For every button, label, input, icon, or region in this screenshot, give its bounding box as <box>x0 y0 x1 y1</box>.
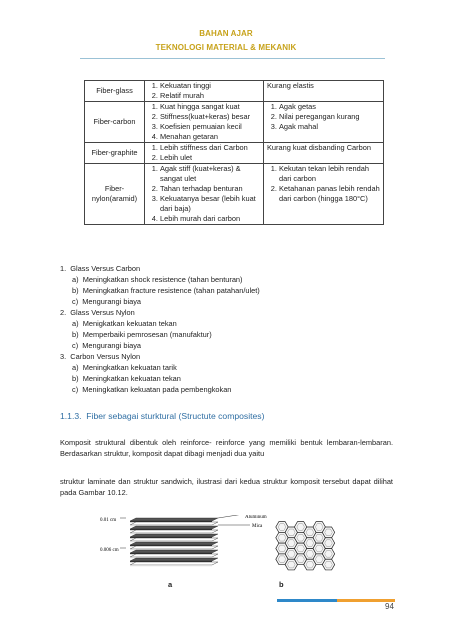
advantage-item: 4. Lebih murah dari carbon <box>160 214 260 224</box>
dim-label: 0.006 cm <box>100 548 119 553</box>
comparison-item: a) Meningkatkan shock resistence (tahan benturan) <box>72 275 243 284</box>
comparison-title: 1. Glass Versus Carbon <box>60 264 141 273</box>
disadvantage-item: 2. Nilai peregangan kurang <box>279 112 380 122</box>
advantages-cell <box>145 81 264 102</box>
advantage-item: 2. Relatif murah <box>160 91 260 101</box>
composite-structure-figure <box>100 515 350 573</box>
disadvantage-item: Kurang elastis <box>267 81 314 90</box>
figure-caption-a: a <box>168 580 173 589</box>
section-title: Fiber sebagai sturktural (Structute composites) <box>86 411 265 421</box>
disadvantage-item: 1. Agak getas <box>279 102 380 112</box>
disadvantage-item: 3. Agak mahal <box>279 122 380 132</box>
paragraph: Komposit struktural dibentuk oleh reinforce- reinforce yang memiliki bentuk lembaran-lembaran. Berdasarkan struktur, komposit dapat dibagi menjadi dua yaitu <box>60 438 393 458</box>
material-cell: Fiber-graphite <box>85 143 145 164</box>
advantage-item: 1. Agak stiff (kuat+keras) & sangat ulet <box>160 164 260 184</box>
advantage-item: 2. Stiffness(kuat+keras) besar <box>160 112 260 122</box>
sandwich-honeycomb-illustration <box>276 522 335 570</box>
advantage-item: 1. Kekuatan tinggi <box>160 81 260 91</box>
footer-bar-blue <box>277 599 337 602</box>
laminate-illustration <box>100 515 267 566</box>
advantage-item: 4. Menahan getaran <box>160 132 260 142</box>
disadvantages-cell <box>264 81 384 102</box>
disadvantage-item: Kurang kuat disbanding Carbon <box>267 143 371 152</box>
aluminium-label: Aluminum <box>245 515 267 520</box>
comparison-item: c) Meningkatkan kekuatan pada pembengkokan <box>72 385 232 394</box>
comparison-item: a) Meningkatkan kekuatan tarik <box>72 363 177 372</box>
advantage-item: 2. Lebih ulet <box>160 153 260 163</box>
comparison-item: a) Menigkatkan kekuatan tekan <box>72 319 177 328</box>
table-row <box>85 143 384 164</box>
section-number: 1.1.3. <box>60 411 82 421</box>
comparison-item: c) Mengurangi biaya <box>72 297 142 306</box>
section-heading <box>60 411 264 421</box>
disadvantage-item: 2. Ketahanan panas lebih rendah dari carbon (hingga 180°C) <box>279 184 380 204</box>
comparison-item: b) Memperbaiki pemrosesan (manufaktur) <box>72 330 212 339</box>
material-cell: Fiber-nylon(aramid) <box>85 164 145 225</box>
advantages-cell <box>145 102 264 143</box>
advantages-cell <box>145 164 264 225</box>
advantage-item: 1. Lebih stiffness dari Carbon <box>160 143 260 153</box>
disadvantages-cell <box>264 102 384 143</box>
disadvantages-cell <box>264 164 384 225</box>
advantage-item: 1. Kuat hingga sangat kuat <box>160 102 260 112</box>
comparison-title: 3. Carbon Versus Nylon <box>60 352 141 361</box>
material-cell: Fiber-carbon <box>85 102 145 143</box>
advantages-cell <box>145 143 264 164</box>
table-row <box>85 81 384 102</box>
advantage-item: 2. Tahan terhadap benturan <box>160 184 260 194</box>
disadvantages-cell <box>264 143 384 164</box>
paragraph: struktur laminate dan struktur sandwich, ilustrasi dari kedua struktur komposit tersebut dapat dilihat pada Gambar 10.12. <box>60 477 393 497</box>
header-divider <box>80 58 385 59</box>
comparison-item: b) Meningkatkan fracture resistence (tahan patahan/ulet) <box>72 286 260 295</box>
comparison-list <box>60 263 400 395</box>
mica-label: Mica <box>252 524 263 529</box>
header-title: BAHAN AJAR <box>199 29 253 38</box>
comparison-title: 2. Glass Versus Nylon <box>60 308 135 317</box>
dim-label: 0.01 cm <box>100 518 117 523</box>
fiber-properties-table <box>84 80 384 225</box>
header-subtitle: TEKNOLOGI MATERIAL & MEKANIK <box>155 43 297 52</box>
table-row <box>85 164 384 225</box>
comparison-item: b) Meningkatkan kekuatan tekan <box>72 374 181 383</box>
figure-caption-b: b <box>279 580 284 589</box>
table-row <box>85 102 384 143</box>
page-number: 94 <box>385 602 394 611</box>
comparison-item: c) Mengurangi biaya <box>72 341 142 350</box>
disadvantage-item: 1. Kekutan tekan lebih rendah dari carbon <box>279 164 380 184</box>
advantage-item: 3. Koefisien pemuaian kecil <box>160 122 260 132</box>
material-cell: Fiber-glass <box>85 81 145 102</box>
advantage-item: 3. Kekuatanya besar (lebih kuat dari baja) <box>160 194 260 214</box>
